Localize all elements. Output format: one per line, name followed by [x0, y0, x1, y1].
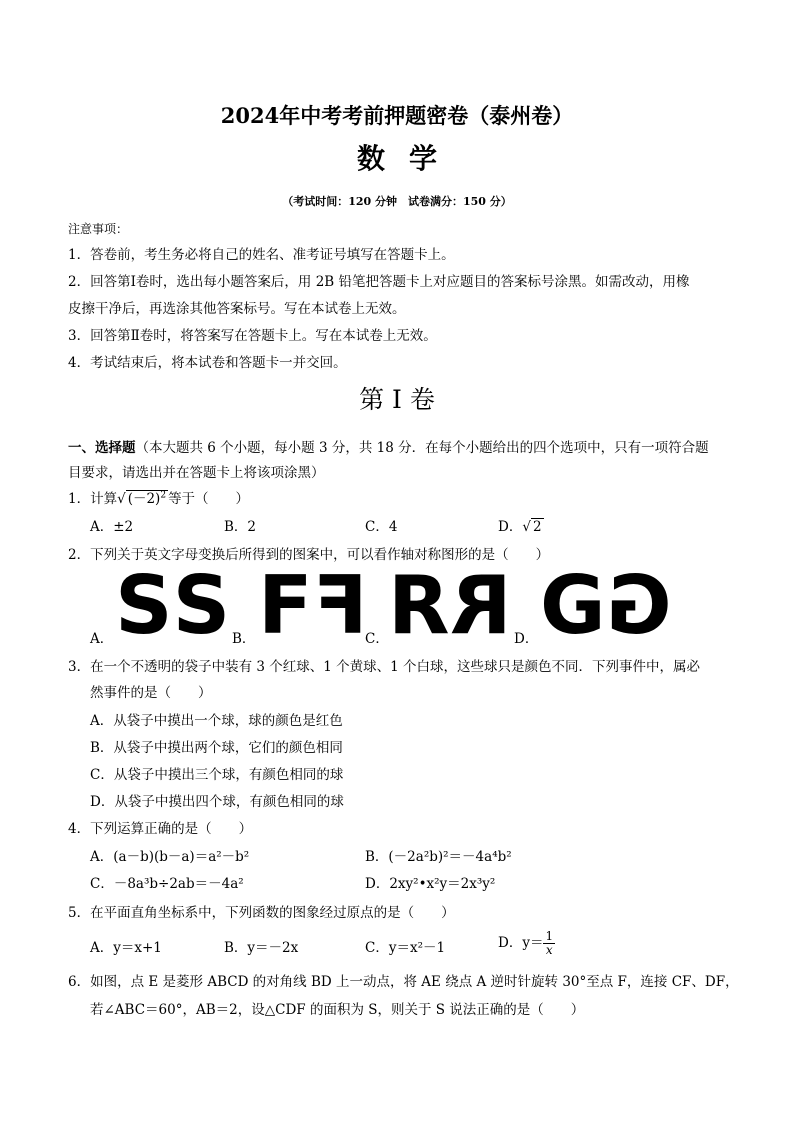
q2-figure-d-left: G	[540, 559, 606, 652]
q3-stem-2: 然事件的是（ ）	[90, 685, 212, 701]
q2-label-a: A．	[90, 631, 114, 647]
exam-title: 2024年中考考前押题密卷（泰州卷）	[220, 103, 574, 128]
q1-option-d-label: D．	[498, 519, 523, 535]
q3-stem-1: 3．在一个不透明的袋子中装有 3 个红球、1 个黄球、1 个白球，这些球只是颜色不同．下列事件中，属必	[68, 659, 701, 675]
q2-stem: 2．下列关于英文字母变换后所得到的图案中，可以看作轴对称图形的是（ ）	[68, 547, 550, 563]
q1-option-d	[498, 515, 544, 535]
q4-option-a: A．(a－b)(b－a)＝a²－b²	[90, 849, 250, 865]
q2-figure-d-right: G	[605, 559, 672, 652]
q5-stem: 5．在平面直角坐标系中，下列函数的图象经过原点的是（ ）	[68, 905, 455, 921]
q4-option-b: B．(－2a²b)²＝－4a⁴b²	[365, 849, 512, 865]
q3-option-d: D．从袋子中摸出四个球，有颜色相同的球	[90, 794, 344, 810]
q1-stem	[68, 487, 249, 507]
part1-heading	[68, 436, 709, 456]
q6-line-2: 若∠ABC＝60°，AB＝2，设△CDF 的面积为 S，则关于 S 说法正确的是（ ）	[90, 1002, 585, 1018]
part1-heading-line2: 目要求，请选出并在答题卡上将该项涂黑）	[68, 465, 325, 481]
q2-label-c: C．	[365, 631, 389, 647]
q5-option-d-denominator: x	[545, 943, 553, 957]
q1-option-d-sqrt: √ 2	[522, 519, 542, 535]
q1-exp: 2	[160, 490, 167, 501]
q2-figure-b-right: F	[312, 559, 368, 652]
q4-stem: 4．下列运算正确的是（ ）	[68, 821, 253, 837]
q2-label-b: B．	[232, 631, 256, 647]
q5-option-b: B．y＝－2x	[224, 940, 299, 956]
q1-option-b: B．2	[224, 519, 257, 535]
q1-sqrt: √ $(-2)^2$	[117, 490, 167, 507]
q2-figure-c-left: R	[388, 559, 450, 652]
q3-option-a: A．从袋子中摸出一个球，球的颜色是红色	[90, 713, 343, 729]
q1-option-a: A．±2	[90, 519, 134, 535]
part1-heading-rest: （本大题共 6 个小题，每小题 3 分，共 18 分．在每个小题给出的四个选项中，只有一项符合题	[135, 440, 709, 456]
q2-figure-c-right: R	[449, 559, 512, 652]
q2-figure-a-right: S	[172, 559, 231, 652]
q2-figure-b	[258, 559, 368, 652]
exam-subject: 数学	[356, 142, 461, 175]
q2-label-d: D．	[514, 631, 539, 647]
note-2-cont: 皮擦干净后，再选涂其他答案标号。写在本试卷上无效。	[68, 301, 406, 317]
q3-option-c: C．从袋子中摸出三个球，有颜色相同的球	[90, 767, 344, 783]
notes-heading: 注意事项：	[68, 222, 129, 236]
q2-figure-a	[115, 559, 231, 652]
q5-option-d-prefix: D．y＝	[498, 935, 544, 951]
q2-figure-b-left: F	[258, 559, 313, 652]
note-1: 1．答卷前，考生务必将自己的姓名、准考证号填写在答题卡上。	[68, 247, 455, 263]
q5-option-d-numerator: 1	[545, 929, 554, 943]
q1-option-d-radicand: 2	[532, 519, 542, 535]
q1-radicand: (－2)	[127, 491, 161, 507]
exam-info: （考试时间：120 分钟 试卷满分：150 分）	[282, 195, 512, 208]
q5-option-c: C．y＝x²－1	[365, 940, 446, 956]
part1-heading-bold: 一、选择题	[68, 440, 136, 456]
q5-option-d-fraction	[543, 930, 555, 957]
q1-prefix: 1．计算	[68, 491, 118, 507]
note-3: 3．回答第Ⅱ卷时，将答案写在答题卡上。写在本试卷上无效。	[68, 328, 437, 344]
q2-figure-d	[540, 559, 672, 652]
q2-figure-c	[388, 559, 512, 652]
q5-option-d	[498, 930, 555, 957]
q5-option-a: A．y＝x+1	[90, 940, 162, 956]
q3-option-b: B．从袋子中摸出两个球，它们的颜色相同	[90, 740, 343, 756]
q4-option-d: D．2xy²•x²y＝2x³y²	[365, 876, 496, 892]
q1-option-c: C．4	[365, 519, 398, 535]
q1-suffix: 等于（ ）	[168, 491, 250, 507]
q4-option-c: C．－8a³b÷2ab＝－4a²	[90, 876, 244, 892]
q2-figure-a-left: S	[115, 559, 173, 652]
section-title: 第 I 卷	[359, 385, 435, 414]
note-4: 4．考试结束后，将本试卷和答题卡一并交回。	[68, 355, 347, 371]
q6-line-1: 6．如图，点 E 是菱形 ABCD 的对角线 BD 上一动点，将 AE 绕点 A 逆时针旋转 30°至点 F，连接 CF、DF，	[68, 974, 739, 990]
note-2: 2．回答第Ⅰ卷时，选出每小题答案后，用 2B 铅笔把答题卡上对应题目的答案标号涂黑。如需改动，用橡	[68, 274, 690, 290]
